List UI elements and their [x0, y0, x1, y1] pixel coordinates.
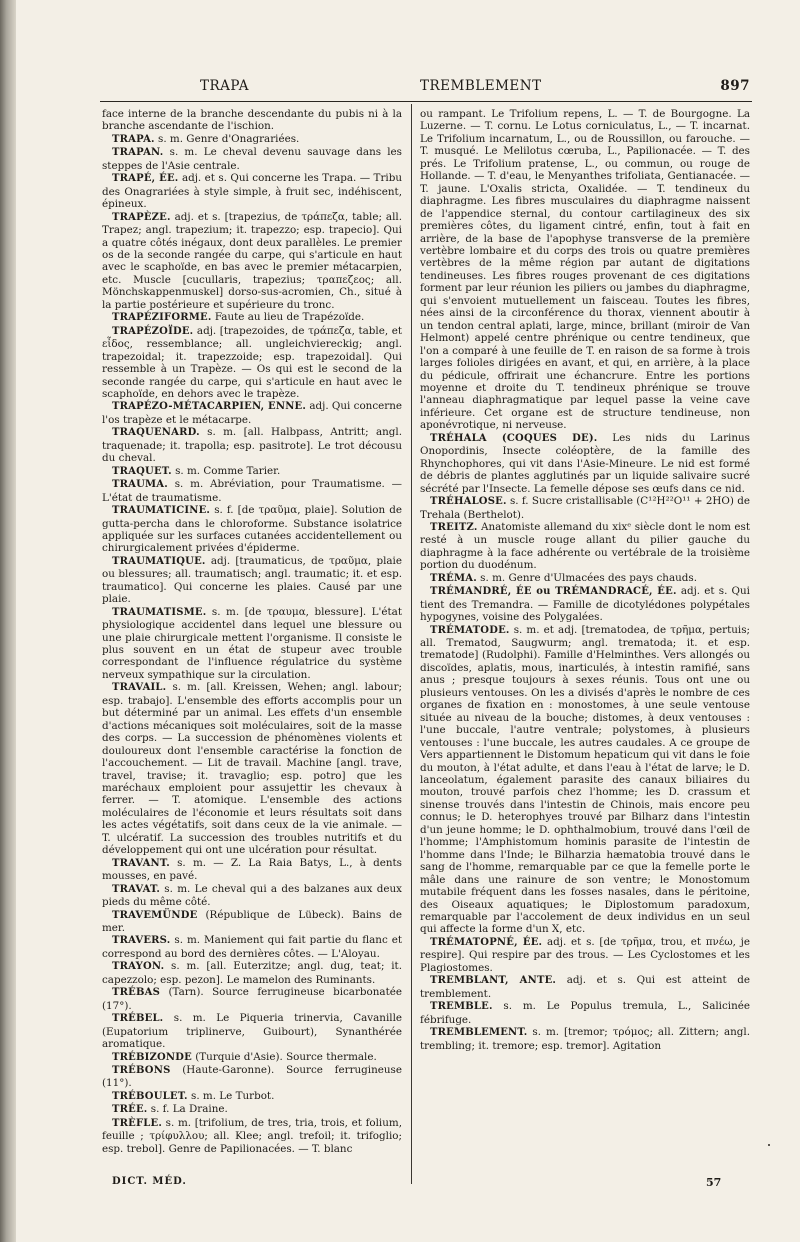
entry-headword: TRÈFLE. [112, 1117, 163, 1129]
entry-headword: TRÉBEL. [112, 1013, 164, 1025]
dictionary-entry [102, 478, 402, 504]
entry-headword: TRÉBOULET. [112, 1090, 188, 1102]
entry-text: s. m. Genre d'Onagrariées. [154, 132, 300, 145]
entry-text: (Tarn). Source ferrugineuse bicarbonatée (17°). [102, 986, 402, 1012]
entry-headword: TRAPA. [112, 133, 155, 145]
dictionary-entry [102, 325, 402, 401]
entry-text: adj. et s. Qui concerne les Trapa. — Tribu des Onagrariées à style simple, à fruit sec, indéhiscent, épineux. [102, 172, 402, 211]
entry-headword: TRAVAT. [112, 883, 161, 895]
dictionary-entry [102, 108, 402, 133]
dictionary-entry [102, 555, 402, 606]
dictionary-entry [420, 936, 750, 974]
entry-text: s. m. Le Populus tremula, L., Salicinée fébrifuge. [420, 1000, 750, 1026]
entry-text: s. m. Genre d'Ulmacées des pays chauds. [476, 571, 698, 584]
dictionary-entry [420, 572, 750, 585]
entry-text: s. m. Le cheval devenu sauvage dans les steppes de l'Asie centrale. [102, 146, 402, 172]
dictionary-entry [102, 1103, 402, 1116]
entry-text: (Haute-Garonne). Source ferrugineuse (11°). [102, 1063, 402, 1090]
entry-headword: TRAUMATIQUE. [112, 555, 206, 567]
dictionary-entry [102, 400, 402, 426]
entry-text: s. m. [trifolium, de tres, tria, trois, et folium, feuille ; τρίφυλλου; all. Klee; angl. trefoil; it. trifoglio; esp. trebol]. Genre de Papilionacées. — T. blanc [102, 1116, 402, 1155]
entry-text: adj. Qui concerne l'os trapèze et le métacarpe. [102, 400, 402, 426]
page-number: 897 [720, 78, 750, 94]
entry-headword: TRAUMA. [112, 479, 168, 491]
dictionary-entry [102, 1064, 402, 1090]
dictionary-entry [420, 495, 750, 521]
entry-text: adj. et s. [de τρῆμα, trou, et πνέω, je respire]. Qui respire par des trous. — Les Cyclostomes et les Plagiostomes. [420, 935, 751, 974]
entry-headword: TRAYON. [112, 961, 165, 973]
entry-headword: TRAPÉ, ÉE. [112, 173, 179, 185]
entry-text: s. m. Le Turbot. [187, 1089, 275, 1102]
entry-headword: TRÉHALOSE. [430, 496, 507, 508]
entry-headword: TRÉE. [112, 1104, 148, 1116]
entry-headword: TRÉMATODE. [430, 624, 510, 636]
entry-text: s. m. Le cheval qui a des balzanes aux deux pieds du même côté. [102, 882, 402, 909]
entry-headword: TRAPAN. [112, 147, 164, 159]
right-column [420, 108, 750, 1052]
dictionary-entry [102, 1051, 402, 1064]
dictionary-entry [102, 465, 402, 478]
entry-headword: TREMBLANT, ANTE. [430, 975, 557, 987]
header-center-word: TREMBLEMENT [420, 78, 542, 94]
footer-sheet-number: 57 [706, 1176, 722, 1189]
entry-text: s. f. [de τραῦμα, plaie]. Solution de gutta-percha dans le chloroforme. Substance isolatrice appliquée sur les surfaces cutanées accidentellement ou chirurgicalement privées d'épiderme. [102, 504, 402, 555]
entry-headword: TRÉMANDRÉ, ÉE ou TRÉMANDRACÉ, ÉE. [430, 586, 677, 598]
dictionary-entry [102, 172, 402, 210]
entry-headword: TRAVEMÜNDE [112, 909, 198, 921]
dictionary-entry [420, 585, 750, 623]
entry-text: s. m. Abréviation, pour Traumatisme. — L'état de traumatisme. [102, 478, 402, 504]
entry-text: s. m. [all. Kreissen, Wehen; angl. labour; esp. trabajo]. L'ensemble des efforts accomplis pour un but déterminé par un animal. Les effets d'un ensemble d'actions mécaniques soit moléculaires, soit de la masse des corps. — La succession de phénomènes violents et douloureux dont l'ensemble caractérise la fonction de l'accouchement. — Lit de travail. Machine [angl. trave, travel, travise; it. travaglio; esp. potro] que les maréchaux emploient pour assujettir les chevaux à ferrer. — T. atomique. L'ensemble des actions moléculaires de l'économie et leurs résultats soit dans les actes végétatifs, soit dans ceux de la vie animale. — T. ulcératif. La succession des troubles nutritifs et du développement qui ont une ulcération pour résultat. [102, 681, 402, 857]
entry-text: s. m. et adj. [trematodea, de τρῆμα, pertuis; all. Trematod, Saugwurm; angl. trematoda; it. et esp. trematode] (Rudolphi). Famille d'Helminthes. Vers allongés ou discoïdes, aplatis, mous, inarticulés, à intestin ramifié, sans anus ; presque toujours à sexes réunis. Tous ont une ou plusieurs ventouses. On les a divisés d'après le nombre de ces organes de fixation en : monostomes, à une seule ventouse située au niveau de la bouche; distomes, à deux ventouses : l'une buccale, l'autre ventrale; polystomes, à plusieurs ventouses : l'une buccale, les autres caudales. A ce groupe de Vers appartiennent le Distomum hepaticum qui vit dans le foie du mouton, à l'état adulte, et dans l'eau à l'état de larve; le D. lanceolatum, également parasite des canaux biliaires du mouton, trouvé parfois chez l'homme; les D. crassum et sinense trouvés dans l'intestin de Chinois, mais encore peu connus; le D. heterophyes trouvé par Bilharz dans l'intestin d'un jeune homme; le D. ophthalmobium, trouvé dans l'œil de l'homme; l'Amphistomum hominis parasite de l'intestin de l'homme dans l'Inde; le Bilharzia hæmatobia trouvé dans le sang de l'homme, remarquable par ce que la femelle porte le mâle dans une rainure de son ventre; le Monostomum mutabile fréquent dans les fosses nasales, dans le péritoine, des Oiseaux aquatiques; le Diplostomum paradoxum, remarquable par l'accolement de deux individus en un seul qui affecte la forme d'un X, etc. [420, 623, 750, 936]
entry-text: ou rampant. Le Trifolium repens, L. — T. de Bourgogne. La Luzerne. — T. cornu. Le Lotus corniculatus, L., — T. incarnat. Le Trifolium incarnatum, L., ou de Roussillon, ou farouche. — T. musqué. Le Melilotus cœruba, L., Papilionacée. — T. des prés. Le Trifolium pratense, L., ou commun, ou rouge de Hollande. — T. d'eau, le Menyanthes trifoliata, Gentianacée. — T. jaune. L'Oxalis stricta, Oxalidée. — T. tendineux du diaphragme. Les fibres musculaires du diaphragme naissent de l'appendice sternal, du contour cartilagineux des six premières côtes, du ligament cintré, enfin, tout à fait en arrière, de la base de l'apophyse transverse de la première vertèbre lombaire et du corps des trois ou quatre premières vertèbres de la même région par autant de digitations tendineuses. Les fibres rouges provenant de ces digitations forment par leur réunion les piliers ou jambes du diaphragme, qui s'envoient mutuellement un faisceau. Toutes les fibres, nées ainsi de la circonférence du thorax, viennent aboutir à un tendon central aplati, large, mince, brillant (miroir de Van Helmont) appelé centre phrénique ou centre tendineux, que l'on a comparé à une feuille de T. en raison de sa forme à trois larges folioles dirigées en avant, et qui, en arrière, à la place du pédicule, offrirait une échancrure. Entre les portions moyenne et droite du T. tendineux phrénique se trouve l'anneau diaphragmatique par lequel passe la veine cave inférieure. Cet organe est de structure tendineuse, non aponévrotique, ni nerveuse. [420, 108, 750, 432]
dictionary-entry [102, 1012, 402, 1050]
entry-text: (République de Lübeck). Bains de mer. [102, 908, 402, 934]
entry-text: Les nids du Larinus Onopordinis, Insecte coléoptère, de la famille des Rhynchophores, qui vit dans l'Asie-Mineure. Le nid est formé de débris de plantes agglutinés par un liquide salivaire sucré sécrété par l'Insecte. La femelle dépose ses œufs dans ce nid. [420, 431, 750, 495]
dictionary-entry [420, 1000, 750, 1026]
entry-text: s. m. — Z. La Raia Batys, L., à dents mousses, en pavé. [102, 856, 402, 883]
dictionary-entry [102, 146, 402, 172]
entry-headword: TRAVERS. [112, 935, 171, 947]
page-binding-edge [0, 0, 16, 1242]
entry-headword: TRAVAIL. [112, 682, 167, 694]
dictionary-entry [420, 521, 750, 572]
footer-signature: DICT. MÉD. [112, 1176, 187, 1187]
entry-text: s. m. Maniement qui fait partie du flanc et correspond au bord des dernières côtes. — L'Aloyau. [102, 934, 402, 960]
entry-headword: TREITZ. [430, 521, 478, 533]
dictionary-entry [102, 909, 402, 935]
dictionary-entry [102, 133, 402, 146]
running-header [100, 78, 750, 100]
entry-headword: TRÉMA. [430, 572, 477, 584]
entry-headword: TRÉMATOPNÉ, ÉE. [430, 936, 543, 948]
dictionary-entry [420, 432, 750, 495]
entry-text: s. m. [all. Halbpass, Antritt; angl. traquenade; it. trapolla; esp. pasitrote]. Le trot décousu du cheval. [102, 426, 402, 465]
dictionary-entry [102, 857, 402, 883]
entry-headword: TRAPÈZE. [112, 211, 171, 223]
dictionary-entry [102, 986, 402, 1012]
entry-headword: TRÉBIZONDE [112, 1051, 192, 1063]
dictionary-entry [102, 606, 402, 682]
left-column [102, 108, 402, 1155]
dictionary-entry [102, 211, 402, 312]
entry-headword: TRAPÉZIFORME. [112, 312, 212, 324]
entry-headword: TREMBLEMENT. [430, 1027, 528, 1039]
header-rule [100, 101, 752, 102]
entry-text: s. f. La Draine. [147, 1103, 228, 1116]
entry-text: (Turquie d'Asie). Source thermale. [191, 1050, 377, 1063]
dictionary-entry [102, 883, 402, 909]
entry-text: s. m. [tremor; τρόμος; all. Zittern; angl. trembling; it. tremore; esp. tremor]. Agitation [420, 1026, 750, 1052]
dictionary-entry [102, 934, 402, 960]
entry-text: face interne de la branche descendante du pubis ni à la branche ascendante de l'ischion. [102, 108, 402, 133]
entry-text: Faute au lieu de Trapézoïde. [211, 311, 365, 324]
dictionary-entry [102, 426, 402, 464]
entry-headword: TRAUMATICINE. [112, 505, 211, 517]
dictionary-entry [102, 960, 402, 986]
entry-text: s. m. [all. Euterzitze; angl. dug, teat; it. capezzolo; esp. pezon]. Le mamelon des Ruminants. [102, 960, 402, 986]
dictionary-entry [102, 311, 402, 324]
dictionary-entry [102, 1117, 402, 1155]
dictionary-entry [420, 1026, 750, 1052]
entry-text: adj. et s. [trapezius, de τράπεζα, table; all. Trapez; angl. trapezium; it. trapezzo; esp. trapecio]. Qui a quatre côtés inégaux, dont deux parallèles. Le premier os de la seconde rangée du carpe, qui s'articule en haut avec le scaphoïde, en bas avec le premier métacarpien, etc. Muscle [cucullaris, trapezius; τραπεζεος; all. Mönchskappenmuskel] dorso-sus-acromien, Ch., situé à la partie postérieure et supérieure du tronc. [102, 210, 402, 311]
entry-headword: TRÉBONS [112, 1064, 171, 1076]
entry-headword: TRAVANT. [112, 857, 170, 869]
dictionary-entry [102, 1090, 402, 1103]
print-speck [768, 1144, 770, 1146]
dictionary-entry [420, 108, 750, 432]
entry-headword: TRAPÉZOÏDE. [112, 325, 194, 337]
entry-headword: TRAPÉZO-MÉTACARPIEN, ENNE. [112, 401, 307, 413]
entry-text: adj. et s. Qui tient des Tremandra. — Famille de dicotylédones polypétales hypogynes, voisine des Polygalées. [420, 585, 750, 624]
entry-text: s. m. Comme Tarier. [171, 464, 281, 477]
entry-text: s. m. [de τραυμα, blessure]. L'état physiologique accidentel dans lequel une blessure ou une plaie chirurgicale mettent l'organisme. Il consiste le plus souvent en un état de stupeur avec trouble correspondant de l'influence régulatrice du système nerveux sympathique sur la circulation. [102, 605, 402, 681]
entry-text: s. m. Le Piqueria trinervia, Cavanille (Eupatorium triplinerve, Guibourt), Synanthérée aromatique. [102, 1012, 402, 1051]
entry-text: adj. [traumaticus, de τραῦμα, plaie ou blessures; all. traumatisch; angl. traumatic; it. et esp. traumatico]. Qui concerne les plaies. Causé par une plaie. [102, 554, 402, 606]
entry-headword: TRÉBAS [112, 987, 161, 999]
dictionary-entry [420, 974, 750, 1000]
dictionary-entry [102, 681, 402, 856]
entry-headword: TREMBLE. [430, 1001, 493, 1013]
entry-text: adj. [trapezoides, de τράπεζα, table, et εἶδος, ressemblance; all. ungleichviereckig; angl. trapezoidal; it. trapezzoide; esp. trapezoidal]. Qui ressemble à un Trapèze. — Os qui est le second de la seconde rangée du carpe, qui s'articule en haut avec le scaphoïde, en dehors avec le trapèze. [102, 324, 402, 400]
entry-text: Anatomiste allemand du xixᵉ siècle dont le nom est resté à un muscle rouge allant du pilier gauche du diaphragme à la face adhérente ou vertébrale de la troisième portion du duodénum. [420, 520, 750, 572]
header-left-word: TRAPA [200, 78, 250, 94]
entry-text: adj. et s. Qui est atteint de tremblement. [420, 974, 750, 1000]
entry-text: s. f. Sucre cristallisable (C¹²H²²O¹¹ + 2HO) de Trehala (Berthelot). [420, 495, 750, 521]
column-divider [411, 104, 412, 1184]
entry-headword: TRAQUENARD. [112, 427, 200, 439]
dictionary-entry [420, 624, 750, 936]
entry-headword: TRAUMATISME. [112, 606, 207, 618]
entry-headword: TRÉHALA (COQUES DE). [430, 432, 598, 444]
entry-headword: TRAQUET. [112, 465, 172, 477]
dictionary-entry [102, 504, 402, 555]
